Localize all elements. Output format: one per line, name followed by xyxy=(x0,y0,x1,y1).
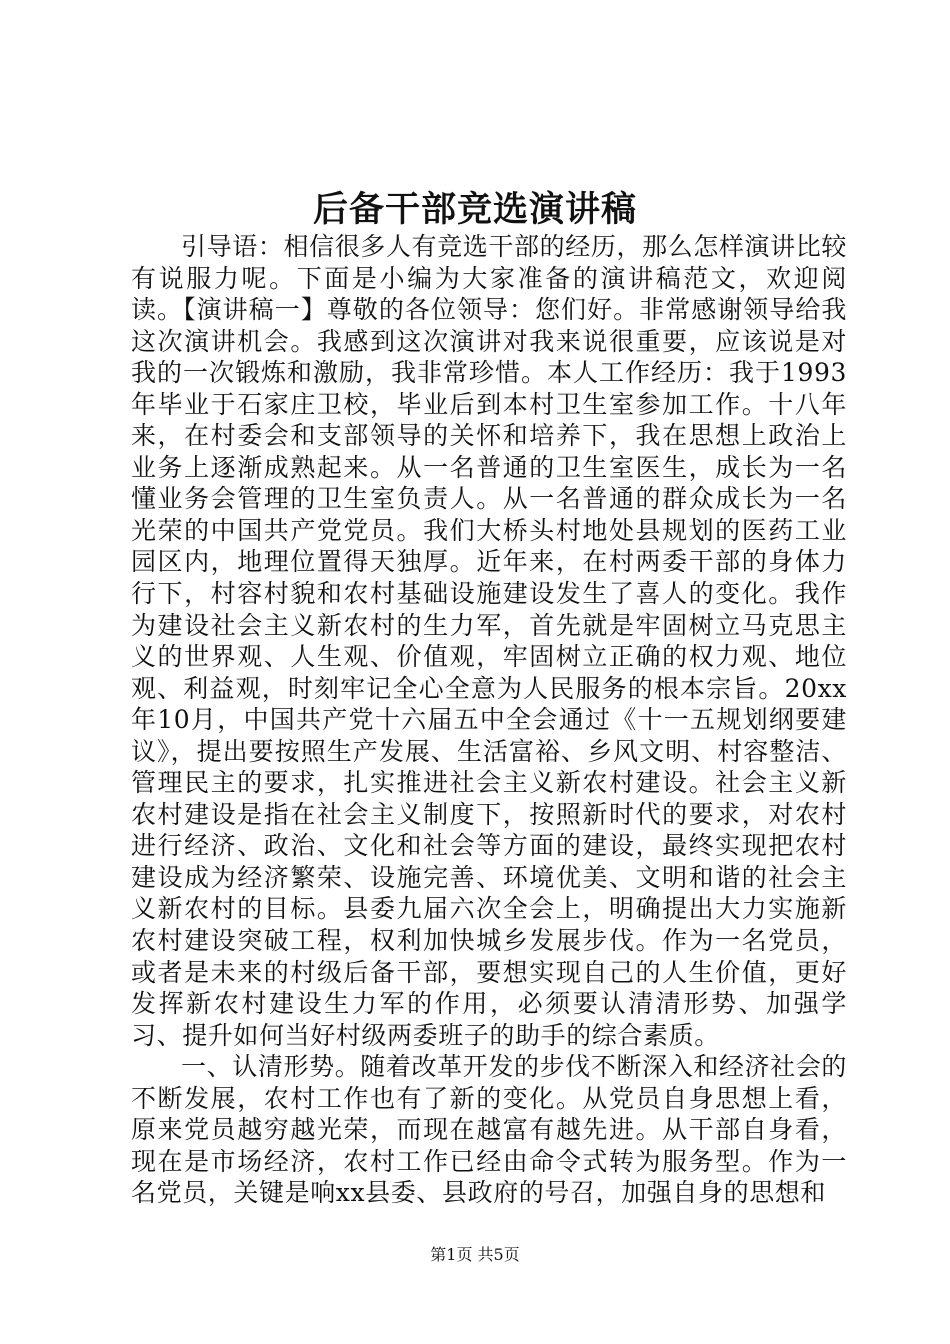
paragraph-intro: 引导语：相信很多人有竞选干部的经历，那么怎样演讲比较有说服力呢。下面是小编为大家准备的演讲稿范文，欢迎阅读。【演讲稿一】尊敬的各位领导：您们好。非常感谢领导给我这次演讲机会。我感到这次演讲对我来说很重要，应该说是对我的一次锻炼和激励，我非常珍惜。本人工作经历：我于1993年毕业于石家庄卫校，毕业后到本村卫生室参加工作。十八年来，在村委会和支部领导的关怀和培养下，我在思想上政治上业务上逐渐成熟起来。从一名普通的卫生室医生，成长为一名懂业务会管理的卫生室负责人。从一名普通的群众成长为一名光荣的中国共产党党员。我们大桥头村地处县规划的医药工业园区内，地理位置得天独厚。近年来，在村两委干部的身体力行下，村容村貌和农村基础设施建设发生了喜人的变化。我作为建设社会主义新农村的生力军，首先就是牢固树立马克思主义的世界观、人生观、价值观，牢固树立正确的权力观、地位观、利益观，时刻牢记全心全意为人民服务的根本宗旨。20xx年10月，中国共产党十六届五中全会通过《十一五规划纲要建议》，提出要按照生产发展、生活富裕、乡风文明、村容整洁、管理民主的要求，扎实推进社会主义新农村建设。社会主义新农村建设是指在社会主义制度下，按照新时代的要求，对农村进行经济、政治、文化和社会等方面的建设，最终实现把农村建设成为经济繁荣、设施完善、环境优美、文明和谐的社会主义新农村的目标。县委九届六次全会上，明确提出大力实施新农村建设突破工程，权利加快城乡发展步伐。作为一名党员，或者是未来的村级后备干部，要想实现自己的人生价值，更好发挥新农村建设生力军的作用，必须要认清清形势、加强学习、提升如何当好村级两委班子的助手的综合素质。 xyxy=(131,232,847,1050)
paragraph-section-one: 一、认清形势。随着改革开发的步伐不断深入和经济社会的不断发展，农村工作也有了新的变化。从党员自身思想上看，原来党员越穷越光荣，而现在越富有越先进。从干部自身看，现在是市场经济，农村工作已经由命令式转为服务型。作为一名党员，关键是响xx县委、县政府的号召，加强自身的思想和 xyxy=(131,1052,847,1208)
document-title: 后备干部竞选演讲稿 xyxy=(312,189,637,230)
page-footer: 第1页 共5页 xyxy=(430,1245,520,1264)
document-body xyxy=(131,231,847,1209)
